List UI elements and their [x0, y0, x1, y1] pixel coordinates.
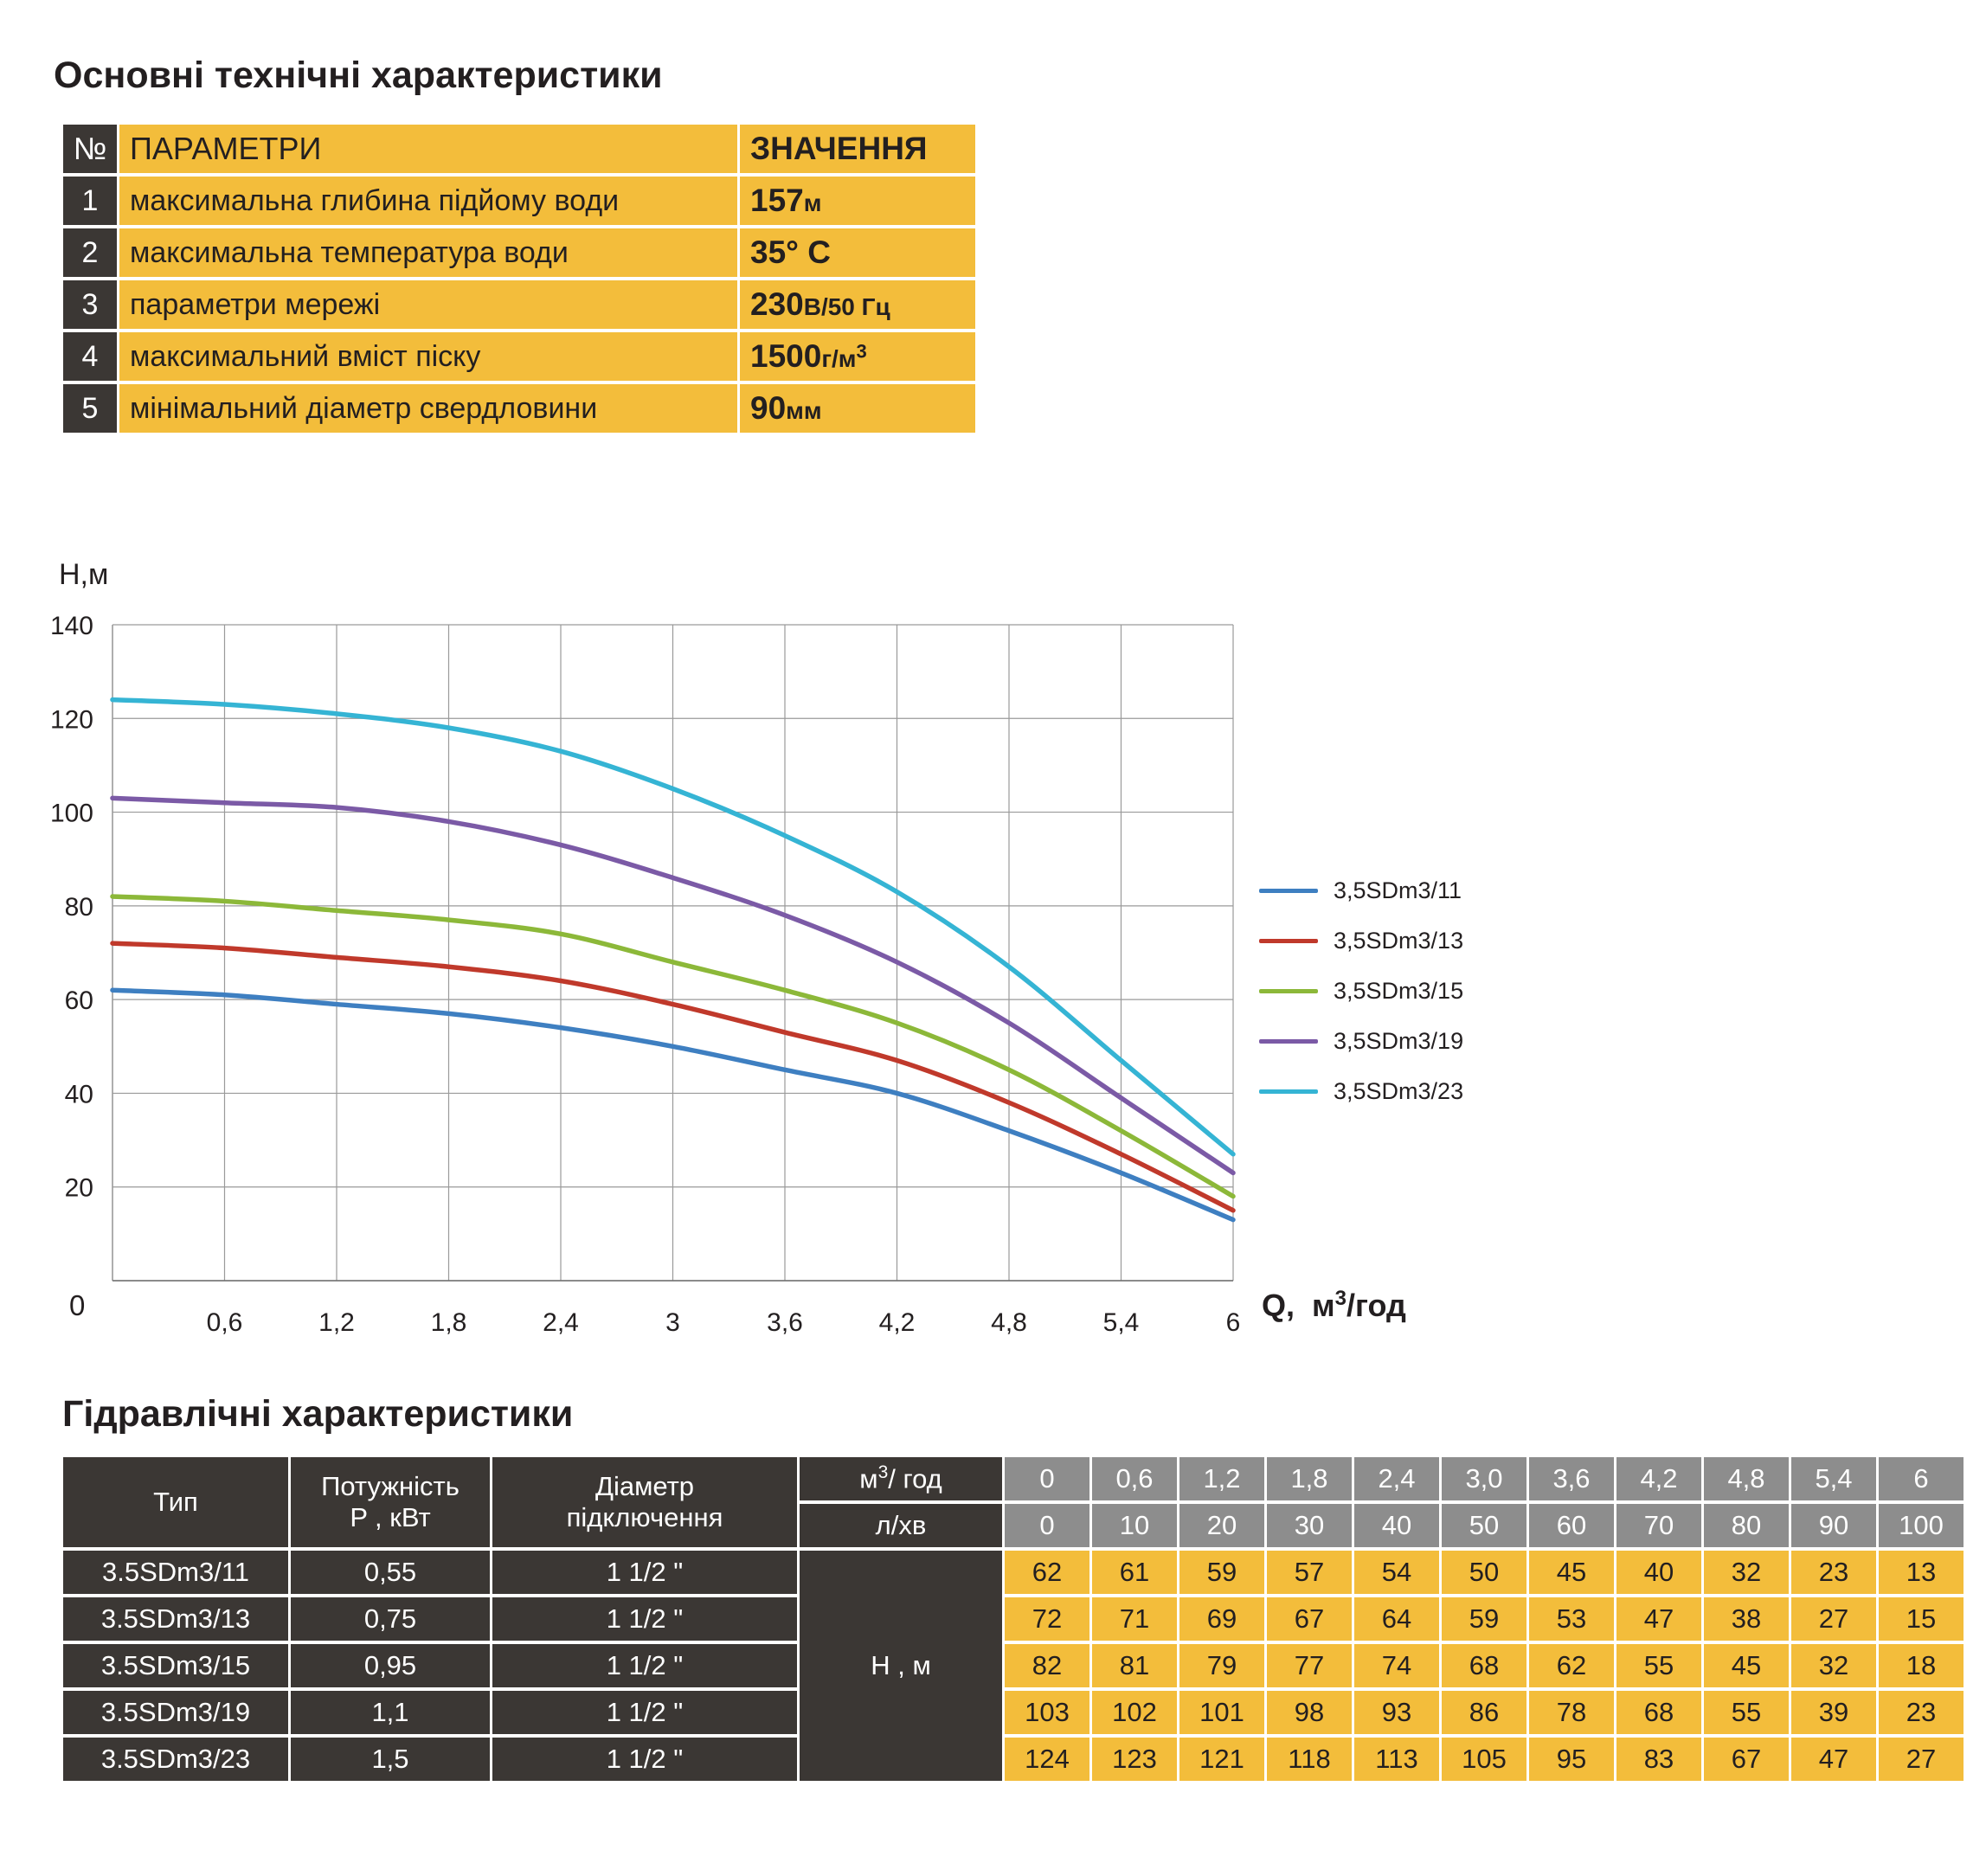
hydro-head-value: 95 [1529, 1738, 1614, 1781]
hydro-head-value: 124 [1005, 1738, 1089, 1781]
hydro-row-type: 3.5SDm3/15 [63, 1644, 288, 1687]
hydro-head-value: 54 [1354, 1551, 1439, 1594]
hydro-row-type: 3.5SDm3/13 [63, 1597, 288, 1641]
hydro-row-power: 0,55 [291, 1551, 490, 1594]
hydro-flow-m3h-value: 0 [1005, 1457, 1089, 1500]
specs-row-value [740, 384, 975, 433]
hydro-head-value: 62 [1529, 1644, 1614, 1687]
hydro-row-diameter: 1 1/2 " [492, 1597, 797, 1641]
hydro-flow-m3h-value: 0,6 [1092, 1457, 1177, 1500]
specs-value-number: 230 [750, 286, 804, 322]
hydro-head-value: 71 [1092, 1597, 1177, 1641]
specs-row-number: 1 [63, 177, 117, 225]
chart-y-tick-label: 140 [49, 612, 93, 640]
hydro-row-type: 3.5SDm3/23 [63, 1738, 288, 1781]
legend-label: 3,5SDm3/15 [1334, 977, 1464, 1004]
hydro-row-diameter: 1 1/2 " [492, 1551, 797, 1594]
specs-row [63, 332, 975, 381]
hydro-header-type: Тип [63, 1457, 288, 1547]
hydro-head-value: 101 [1179, 1691, 1264, 1734]
specs-row-number: 2 [63, 228, 117, 277]
chart-x-tick-label: 0,6 [206, 1308, 243, 1337]
hydro-table [61, 1454, 1966, 1784]
legend-item [1259, 916, 1463, 966]
hydro-head-value: 39 [1791, 1691, 1876, 1734]
hydro-row-type: 3.5SDm3/11 [63, 1551, 288, 1594]
specs-value-unit: м [803, 190, 822, 216]
legend-label: 3,5SDm3/13 [1334, 927, 1464, 954]
hydro-flow-lmin-value: 50 [1442, 1504, 1526, 1547]
chart-x-tick-label: 1,8 [430, 1308, 467, 1337]
hydro-head-value: 32 [1704, 1551, 1789, 1594]
hydro-flow-m3h-value: 2,4 [1354, 1457, 1439, 1500]
chart-x-tick-label: 6 [1225, 1308, 1241, 1337]
specs-row [63, 384, 975, 433]
hydro-head-value: 57 [1267, 1551, 1352, 1594]
hydro-head-value: 102 [1092, 1691, 1177, 1734]
legend-color-swatch [1259, 1039, 1318, 1044]
hydro-header-power-line2: P , кВт [350, 1502, 431, 1532]
legend-item [1259, 1066, 1463, 1116]
hydro-flow-m3h-value: 1,8 [1267, 1457, 1352, 1500]
hydro-head-value: 103 [1005, 1691, 1089, 1734]
legend-color-swatch [1259, 989, 1318, 993]
specs-row-parameter: параметри мережі [119, 280, 737, 329]
hydro-head-value: 40 [1616, 1551, 1701, 1594]
specs-row [63, 280, 975, 329]
hydro-row-type: 3.5SDm3/19 [63, 1691, 288, 1734]
hydro-flow-m3h-value: 3,6 [1529, 1457, 1614, 1500]
hydro-row-power: 1,1 [291, 1691, 490, 1734]
chart-x-tick-label: 5,4 [1102, 1308, 1140, 1337]
specs-value-number: 35° C [750, 234, 831, 270]
hydro-flow-lmin-value: 40 [1354, 1504, 1439, 1547]
chart-x-tick-label: 4,8 [991, 1308, 1027, 1337]
hydro-table-row [63, 1551, 1964, 1594]
hydro-header-diameter-line2: підключення [566, 1502, 723, 1532]
hydro-flow-lmin-value: 0 [1005, 1504, 1089, 1547]
hydro-row-diameter: 1 1/2 " [492, 1691, 797, 1734]
hydro-flow-lmin-value: 70 [1616, 1504, 1701, 1547]
chart-y-axis-label: H,м [59, 558, 109, 591]
chart-x-tick-label: 4,2 [878, 1308, 916, 1337]
specs-value-number: 90 [750, 390, 787, 426]
hydro-flow-lmin-value: 10 [1092, 1504, 1177, 1547]
specs-header-row [63, 125, 975, 173]
hydro-head-value: 47 [1616, 1597, 1701, 1641]
chart-legend [1259, 865, 1463, 1116]
specs-row [63, 177, 975, 225]
hydro-flow-lmin-value: 20 [1179, 1504, 1264, 1547]
hydro-table-row [63, 1597, 1964, 1641]
hydro-head-value: 93 [1354, 1691, 1439, 1734]
hydro-head-value: 53 [1529, 1597, 1614, 1641]
hydro-row-diameter: 1 1/2 " [492, 1738, 797, 1781]
legend-item [1259, 865, 1463, 916]
hydro-flow-lmin-value: 80 [1704, 1504, 1789, 1547]
hydro-head-value: 69 [1179, 1597, 1264, 1641]
chart-y-tick-label: 60 [64, 986, 93, 1016]
hydro-head-value: 68 [1616, 1691, 1701, 1734]
hydro-head-value: 38 [1704, 1597, 1789, 1641]
hydro-table-wrapper [61, 1454, 1966, 1784]
chart-svg [0, 519, 1986, 1350]
hydro-head-value: 55 [1704, 1691, 1789, 1734]
specs-row-parameter: максимальний вміст піску [119, 332, 737, 381]
hydro-head-value: 23 [1791, 1551, 1876, 1594]
hydro-row-power: 0,95 [291, 1644, 490, 1687]
chart-y-tick-label: 20 [64, 1173, 93, 1203]
chart-origin-label: 0 [69, 1289, 86, 1321]
hydro-header-unit-lmin: л/хв [800, 1504, 1002, 1547]
chart-y-tick-label: 100 [49, 799, 93, 828]
hydro-flow-m3h-value: 5,4 [1791, 1457, 1876, 1500]
hydro-head-value: 72 [1005, 1597, 1089, 1641]
legend-color-swatch [1259, 939, 1318, 943]
hydro-flow-m3h-value: 6 [1879, 1457, 1964, 1500]
hydro-table-row [63, 1644, 1964, 1687]
specs-row-parameter: максимальна температура води [119, 228, 737, 277]
hydro-header-power-line1: Потужність [321, 1471, 460, 1501]
hydro-flow-lmin-value: 30 [1267, 1504, 1352, 1547]
hydro-head-value: 68 [1442, 1644, 1526, 1687]
hydro-head-value: 47 [1791, 1738, 1876, 1781]
hydro-head-value: 61 [1092, 1551, 1177, 1594]
chart-x-tick-label: 1,2 [318, 1308, 355, 1337]
hydro-head-value: 77 [1267, 1644, 1352, 1687]
chart-y-tick-label: 80 [64, 892, 93, 922]
hydro-header-diameter [492, 1457, 797, 1547]
hydro-head-value: 18 [1879, 1644, 1964, 1687]
specs-header-value: ЗНАЧЕННЯ [740, 125, 975, 173]
hydro-head-value: 64 [1354, 1597, 1439, 1641]
specs-value-unit: В/50 Гц [803, 293, 890, 320]
hydro-flow-lmin-value: 60 [1529, 1504, 1614, 1547]
hydro-table-row [63, 1738, 1964, 1781]
hydro-head-value: 32 [1791, 1644, 1876, 1687]
hydro-head-value: 45 [1704, 1644, 1789, 1687]
specs-title: Основні технічні характеристики [54, 55, 663, 96]
hydro-head-value: 118 [1267, 1738, 1352, 1781]
chart-y-tick-label: 120 [49, 705, 93, 735]
hydro-flow-m3h-value: 4,2 [1616, 1457, 1701, 1500]
hydro-head-value: 13 [1879, 1551, 1964, 1594]
hydro-head-value: 45 [1529, 1551, 1614, 1594]
hydro-head-value: 50 [1442, 1551, 1526, 1594]
specs-value-number: 1500 [750, 338, 822, 374]
hydro-flow-m3h-value: 3,0 [1442, 1457, 1526, 1500]
hydro-head-value: 81 [1092, 1644, 1177, 1687]
specs-header-num: № [63, 125, 117, 173]
legend-label: 3,5SDm3/23 [1334, 1077, 1464, 1104]
hydro-header-row-flow [63, 1457, 1964, 1500]
hydro-head-value: 59 [1442, 1597, 1526, 1641]
hydro-head-value: 121 [1179, 1738, 1264, 1781]
hydro-head-value: 15 [1879, 1597, 1964, 1641]
chart-x-tick-label: 3,6 [767, 1308, 803, 1337]
hydro-header-diameter-line1: Діаметр [595, 1471, 695, 1501]
hydro-head-value: 23 [1879, 1691, 1964, 1734]
hydro-title: Гідравлічні характеристики [62, 1393, 574, 1435]
hydro-flow-lmin-value: 100 [1879, 1504, 1964, 1547]
performance-chart [0, 519, 1986, 1350]
hydro-head-value: 79 [1179, 1644, 1264, 1687]
hydro-row-power: 0,75 [291, 1597, 490, 1641]
legend-item [1259, 966, 1463, 1016]
specs-row-value [740, 332, 975, 381]
chart-x-tick-label: 2,4 [543, 1308, 579, 1337]
chart-y-tick-label: 40 [64, 1080, 93, 1109]
specs-row [63, 228, 975, 277]
specs-table [61, 121, 978, 436]
hydro-row-diameter: 1 1/2 " [492, 1644, 797, 1687]
hydro-header-power [291, 1457, 490, 1547]
hydro-row-power: 1,5 [291, 1738, 490, 1781]
hydro-head-value: 27 [1791, 1597, 1876, 1641]
hydro-head-value: 78 [1529, 1691, 1614, 1734]
specs-row-value [740, 228, 975, 277]
legend-item [1259, 1016, 1463, 1066]
hydro-head-value: 62 [1005, 1551, 1089, 1594]
hydro-header-unit-m3h: $м^3/$ год [800, 1457, 1002, 1500]
hydro-head-value: 83 [1616, 1738, 1701, 1781]
legend-label: 3,5SDm3/11 [1334, 877, 1462, 903]
hydro-head-value: 86 [1442, 1691, 1526, 1734]
hydro-head-value: 67 [1704, 1738, 1789, 1781]
chart-x-axis-label: Q, $м^3$/год [1262, 1287, 1406, 1323]
specs-value-unit: мм [786, 397, 822, 424]
specs-row-number: 3 [63, 280, 117, 329]
hydro-head-value: 98 [1267, 1691, 1352, 1734]
hydro-head-value: 74 [1354, 1644, 1439, 1687]
specs-row-value [740, 177, 975, 225]
specs-value-number: 157 [750, 183, 804, 218]
hydro-head-value: 55 [1616, 1644, 1701, 1687]
hydro-flow-lmin-value: 90 [1791, 1504, 1876, 1547]
hydro-head-value: 59 [1179, 1551, 1264, 1594]
hydro-head-value: 82 [1005, 1644, 1089, 1687]
legend-label: 3,5SDm3/19 [1334, 1027, 1464, 1054]
specs-row-number: 5 [63, 384, 117, 433]
hydro-flow-m3h-value: 4,8 [1704, 1457, 1789, 1500]
specs-value-unit: $г/м^3$ [821, 340, 867, 372]
legend-color-swatch [1259, 889, 1318, 893]
hydro-table-row [63, 1691, 1964, 1734]
hydro-flow-m3h-value: 1,2 [1179, 1457, 1264, 1500]
specs-row-number: 4 [63, 332, 117, 381]
specs-header-param: ПАРАМЕТРИ [119, 125, 737, 173]
specs-row-parameter: мінімальний діаметр свердловини [119, 384, 737, 433]
specs-row-parameter: максимальна глибина підйому води [119, 177, 737, 225]
chart-x-tick-label: 3 [665, 1308, 680, 1337]
hydro-head-value: 123 [1092, 1738, 1177, 1781]
hydro-head-value: 67 [1267, 1597, 1352, 1641]
hydro-head-value: 105 [1442, 1738, 1526, 1781]
hydro-head-value: 113 [1354, 1738, 1439, 1781]
hydro-header-unit-head: H , м [800, 1551, 1002, 1781]
legend-color-swatch [1259, 1089, 1318, 1094]
hydro-head-value: 27 [1879, 1738, 1964, 1781]
specs-row-value [740, 280, 975, 329]
